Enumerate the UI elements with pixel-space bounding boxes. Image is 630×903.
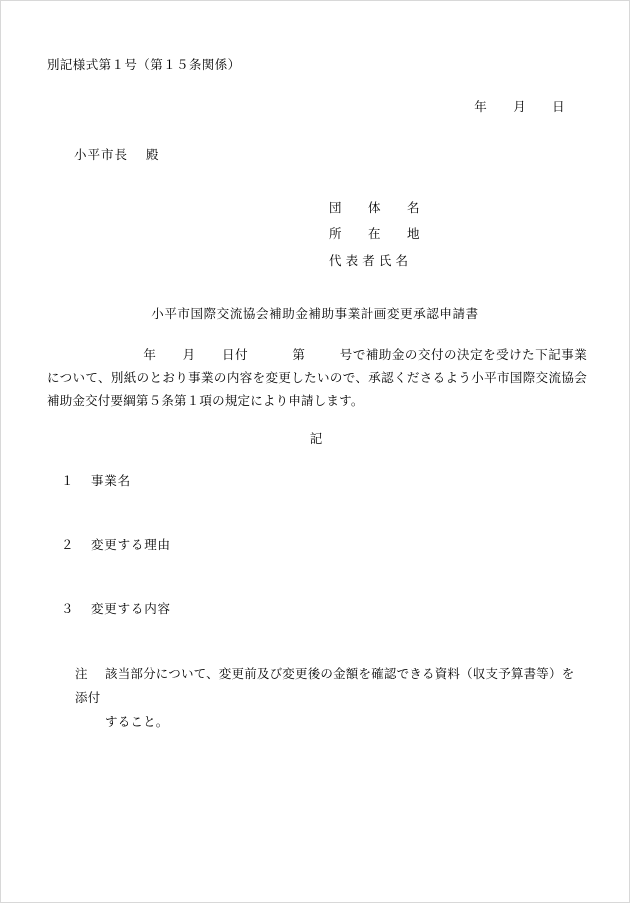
addressee-name: 小平市長 xyxy=(74,148,129,162)
page-title: 小平市国際交流協会補助金補助事業計画変更承認申請書 xyxy=(151,306,479,321)
item-list xyxy=(47,471,587,617)
date-year: 年 xyxy=(474,100,488,114)
list-item xyxy=(47,471,587,489)
note-block xyxy=(47,663,587,734)
note-line-1: 該当部分について、変更前及び変更後の金額を確認できる資料（収支予算書等）を添付 xyxy=(75,667,575,705)
applicant-field-representative: 代 表 者 氏 名 xyxy=(329,253,409,268)
ki-marker: 記 xyxy=(309,432,323,447)
form-number: 別記様式第１号（第１５条関係） xyxy=(47,58,241,72)
note-line-2: すること。 xyxy=(105,714,169,729)
document-content xyxy=(47,55,587,734)
applicant-field-address: 所 在 地 xyxy=(329,227,421,242)
body-line-2: 別紙のとおり事業の内容を変更したいので、承認くださるよう小平市国際交流協会補助金交付 xyxy=(47,370,587,408)
addressee xyxy=(47,145,587,163)
body-year: 年 xyxy=(143,347,157,362)
body-month: 月 xyxy=(182,347,196,362)
body-number-label: 第 xyxy=(292,347,306,362)
list-item xyxy=(47,535,587,553)
item-number: ３ xyxy=(61,602,75,617)
applicant-fields xyxy=(47,195,587,274)
date-day: 日 xyxy=(552,100,565,114)
item-number: １ xyxy=(61,474,75,489)
body-date-suffix: 日付 xyxy=(221,347,249,362)
applicant-field-organization: 団 体 名 xyxy=(329,201,421,215)
addressee-honorific: 殿 xyxy=(146,148,160,162)
body-number-suffix: 号で補助金の交付の決定を受けた下記事業について、 xyxy=(47,347,587,385)
body-text xyxy=(47,344,587,413)
body-line-3: 要綱第５条第１項の規定により申請します。 xyxy=(110,394,364,408)
date-month: 月 xyxy=(513,100,527,114)
item-number: ２ xyxy=(61,538,75,553)
item-label: 変更する内容 xyxy=(91,602,171,617)
item-label: 変更する理由 xyxy=(91,538,171,553)
note-marker: 注 xyxy=(75,667,88,682)
item-label: 事業名 xyxy=(91,474,131,489)
date-line xyxy=(47,97,587,115)
list-item xyxy=(47,599,587,617)
